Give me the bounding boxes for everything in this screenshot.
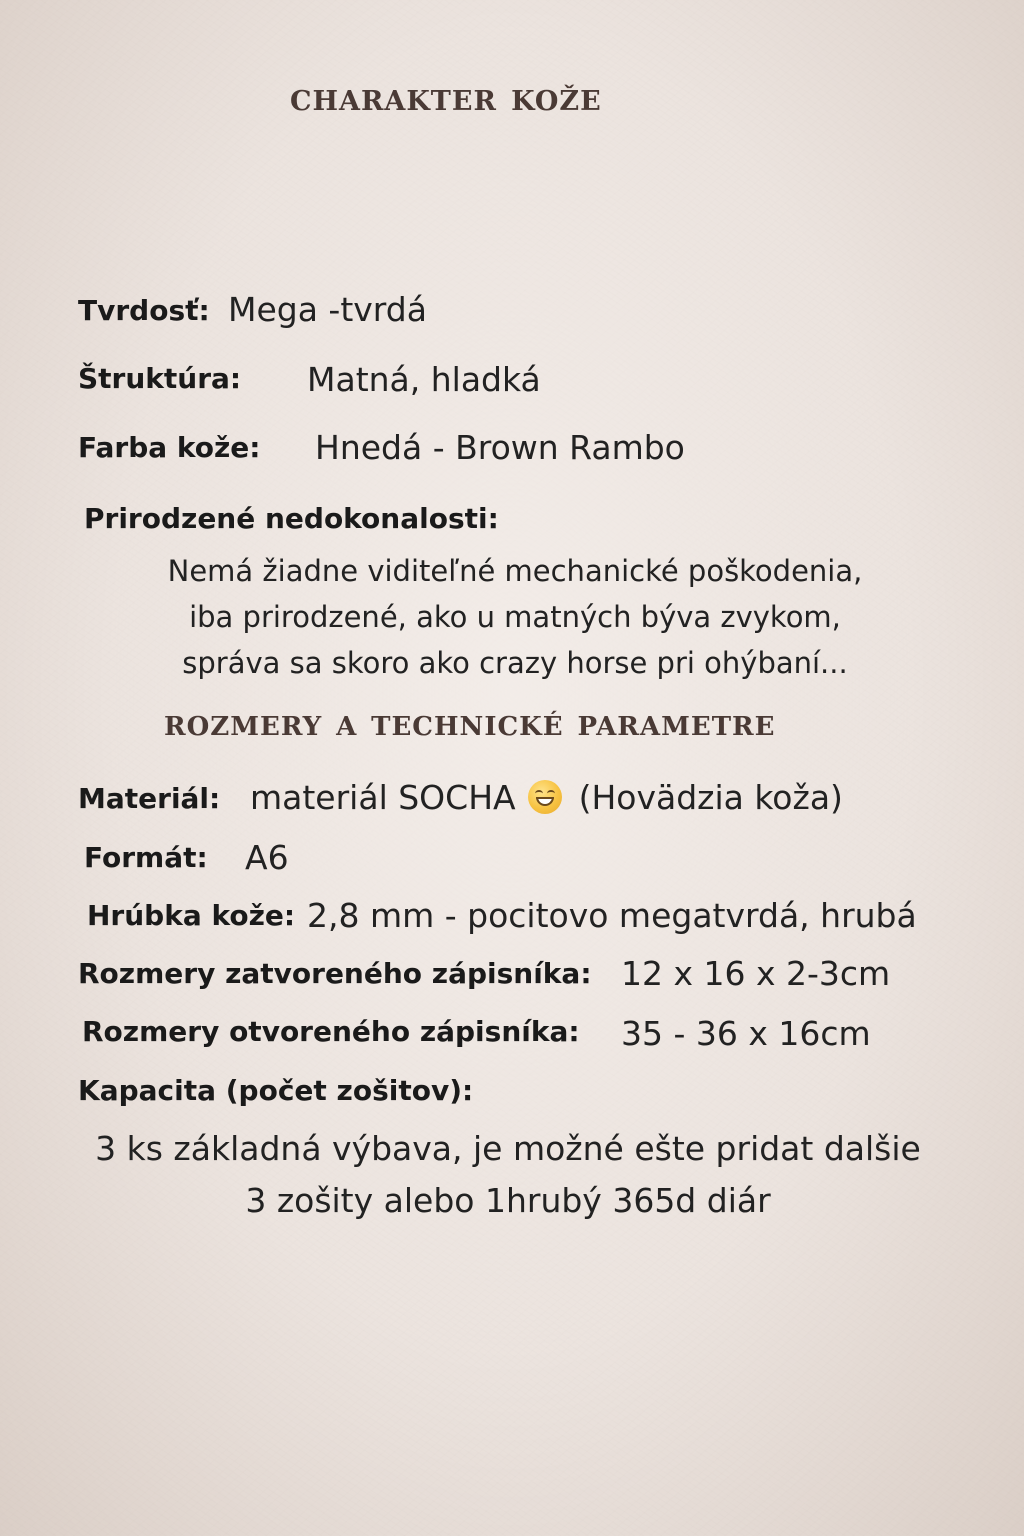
capacity-line: 3 zošity alebo 1hrubý 365d diár [245, 1181, 771, 1220]
imperfections-line: správa sa skoro ako crazy horse pri ohýbaní... [182, 646, 848, 680]
section-title-character: charakter kože [290, 74, 602, 119]
label-hardness: Tvrdosť: [78, 294, 210, 327]
value-material-text: materiál SOCHA [250, 778, 516, 817]
label-open-dimensions: Rozmery otvoreného zápisníka: [82, 1015, 580, 1048]
label-closed-dimensions: Rozmery zatvoreného zápisníka: [78, 957, 592, 990]
label-capacity: Kapacita (počet zošitov): [78, 1074, 474, 1107]
value-open-dimensions: 35 - 36 x 16cm [621, 1014, 871, 1053]
value-hardness: Mega -tvrdá [228, 290, 427, 329]
capacity-text [0, 1123, 1016, 1227]
grinning-face-icon [528, 780, 562, 814]
label-leather-color: Farba kože: [78, 431, 261, 464]
value-leather-color: Hnedá - Brown Rambo [315, 428, 685, 467]
value-format: A6 [245, 838, 289, 877]
imperfections-line: Nemá žiadne viditeľné mechanické poškodenia, [167, 554, 863, 588]
label-structure: Štruktúra: [78, 362, 242, 395]
label-imperfections: Prirodzené nedokonalosti: [84, 502, 499, 535]
imperfections-text [0, 548, 1024, 686]
imperfections-line: iba prirodzené, ako u matných býva zvykom, [189, 600, 841, 634]
section-title-specs: rozmery a technické parametre [164, 700, 776, 744]
label-material: Materiál: [78, 782, 221, 815]
label-leather-thickness: Hrúbka kože: [87, 899, 296, 932]
value-leather-thickness: 2,8 mm - pocitovo megatvrdá, hrubá [307, 896, 917, 935]
value-material [250, 778, 843, 817]
value-material-note: (Hovädzia koža) [578, 778, 843, 817]
value-structure: Matná, hladká [307, 360, 541, 399]
value-closed-dimensions: 12 x 16 x 2-3cm [621, 954, 891, 993]
capacity-line: 3 ks základná výbava, je možné ešte pridat dalšie [95, 1129, 921, 1168]
label-format: Formát: [84, 841, 208, 874]
